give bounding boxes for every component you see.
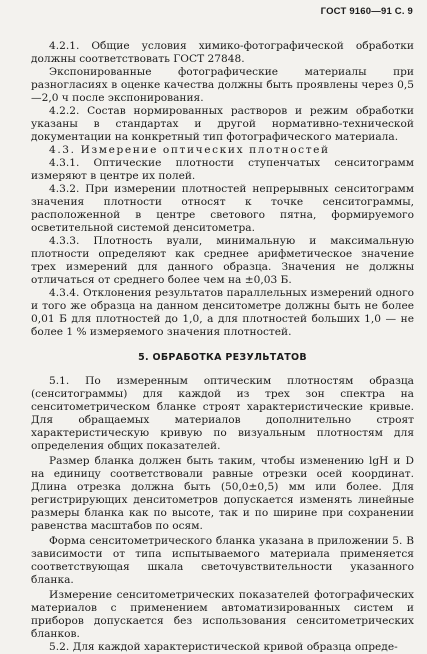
section-title: 5. ОБРАБОТКА РЕЗУЛЬТАТОВ xyxy=(138,352,307,363)
paragraph-4-3-4: 4.3.4. Отклонения результатов параллельных измерений одного и того же образца на данном денситометре должны быть не более 0,01 Б для плотностей до 1,0, а для плотностей больших 1,0 — не более 1 % измеряемого значения плотностей. xyxy=(31,287,414,338)
paragraph-4-2-2: 4.2.2. Состав нормированных растворов и режим обработки указаны в стандартах и другой нормативно-технической документации на конкретный тип фотографического материала. xyxy=(31,105,414,143)
paragraph-5-1: 5.1. По измеренным оптическим плотностям образца (сенситограммы) для каждой из трех зон спектра на сенситометрическом бланке строят характеристические кривые. Для обращаемых материалов дополнительно строят характеристическую кривую по визуальным плотностям для определения общих показателей. xyxy=(31,375,414,452)
paragraph-blank-size: Размер бланка должен быть таким, чтобы изменению lgH и D на единицу соответствовали равные отрезки осей координат. Длина отрезка должна быть (50,0±0,5) мм или более. Для регистрирующих денситометров допускается изменять линейные размеры бланка как по высоте, так и по ширине при сохранении равенства масштабов по осям. xyxy=(31,455,414,532)
paragraph-4-3-2: 4.3.2. При измерении плотностей непрерывных сенситограмм значения плотности относят к точке сенситограммы, расположенной в центре светового пятна, формируемого осветительной системой денситометра. xyxy=(31,183,414,234)
subheading-4-3: 4.3. Измерение оптических плотностей xyxy=(49,144,330,156)
paragraph-5-2: 5.2. Для каждой характеристической кривой образца опреде- xyxy=(49,641,398,653)
paragraph-4-2-1: 4.2.1. Общие условия химико-фотографической обработки должны соответствовать ГОСТ 27848. xyxy=(31,40,414,65)
paragraph-4-3-3: 4.3.3. Плотность вуали, минимальную и максимальную плотности определяют как среднее арифметическое значение трех измерений для данного образца. Значения не должны отличаться от среднего более чем на ±0,03 Б. xyxy=(31,235,414,286)
paragraph-blank-form: Форма сенситометрического бланка указана в приложении 5. В зависимости от типа испытываемого материала применяется соответствующая шкала светочувствительности указанного бланка. xyxy=(31,535,414,586)
page-header: ГОСТ 9160—91 С. 9 xyxy=(320,6,413,17)
paragraph-development-time: Экспонированные фотографические материалы при разногласиях в оценке качества должны быть проявлены через 0,5—2,0 ч после экспонирования. xyxy=(31,66,414,104)
page-content xyxy=(31,40,414,654)
paragraph-4-3-1: 4.3.1. Оптические плотности ступенчатых сенситограмм измеряют в центре их полей. xyxy=(31,157,414,182)
paragraph-automated-measurement: Измерение сенситометрических показателей фотографических материалов с применением автоматизированных систем и приборов допускается без использования сенситометрических бланков. xyxy=(31,589,414,640)
